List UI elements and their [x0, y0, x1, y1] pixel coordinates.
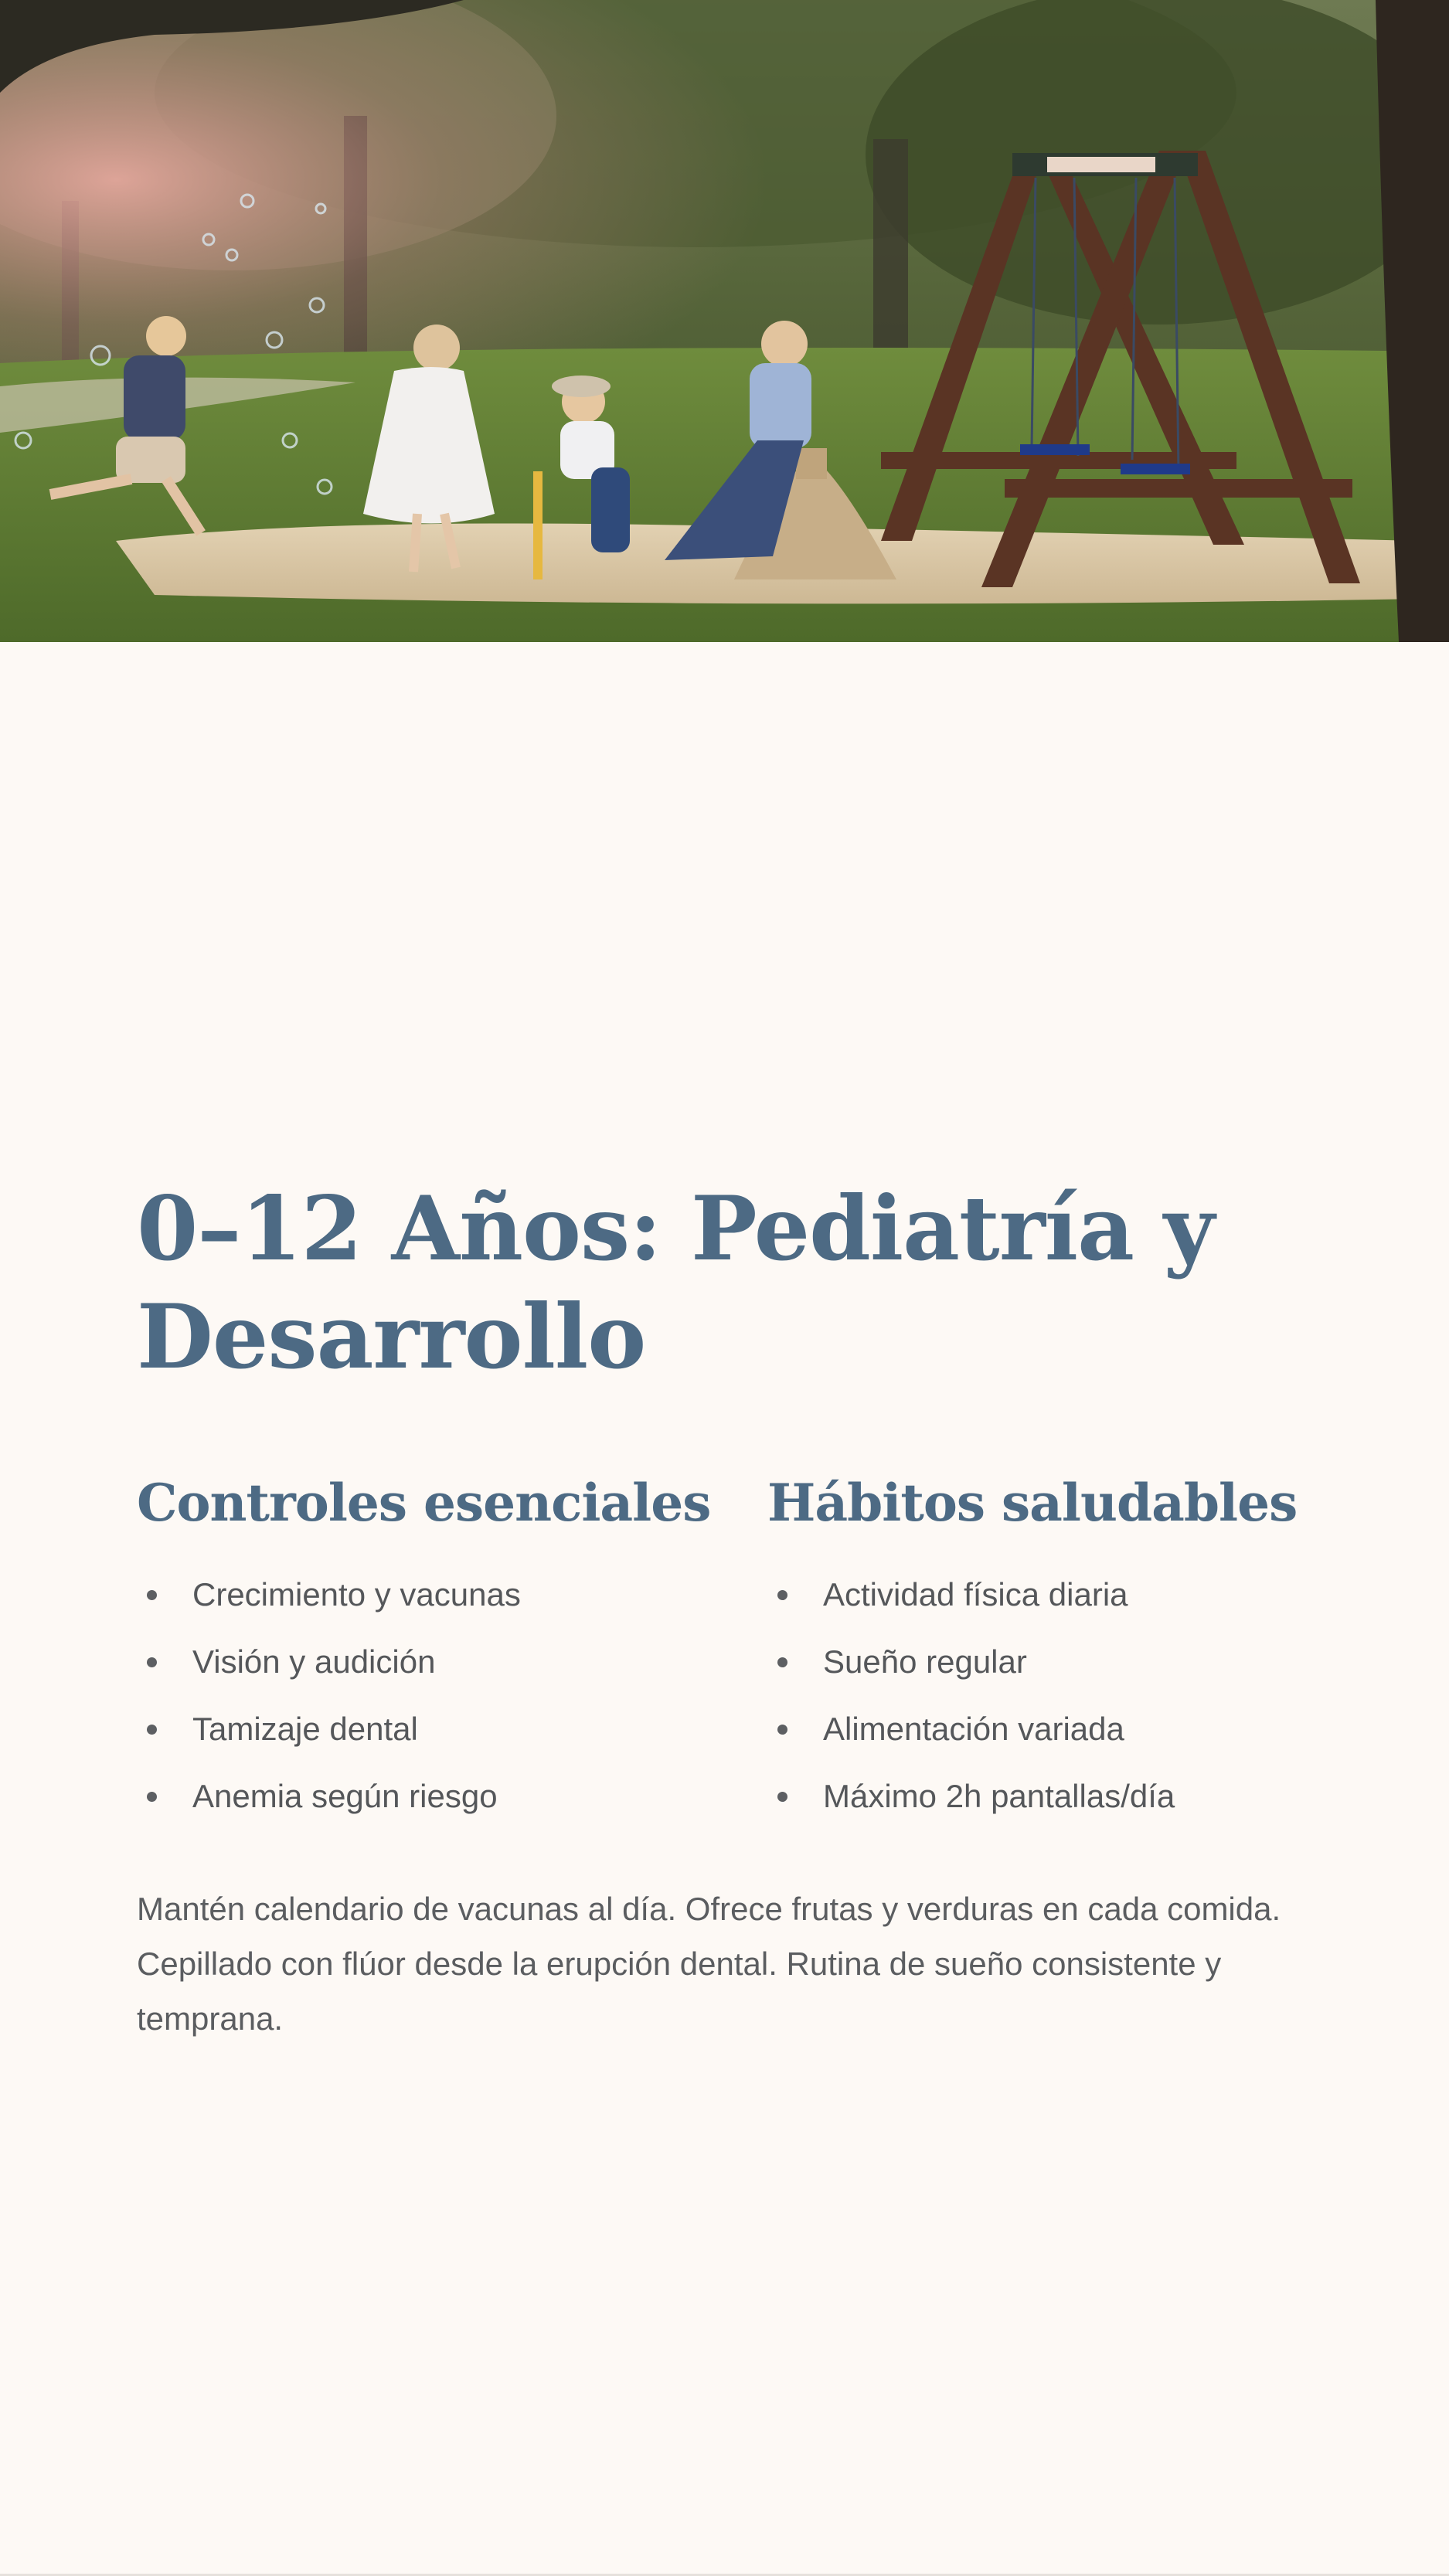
list-item-text: Crecimiento y vacunas [192, 1576, 521, 1613]
bullet-list [767, 1561, 1355, 1830]
bullet-icon [777, 1657, 787, 1667]
list-item-text: Actividad física diaria [823, 1576, 1128, 1613]
list-item-text: Tamizaje dental [192, 1711, 418, 1747]
list-item-text: Visión y audición [192, 1643, 436, 1680]
two-column-lists [137, 1468, 1311, 1839]
list-item-text: Máximo 2h pantallas/día [823, 1778, 1175, 1814]
page-title: 0–12 Años: Pediatría y Desarrollo [137, 1177, 1214, 1388]
bullet-icon [777, 1590, 787, 1600]
list-item [137, 1628, 724, 1695]
playground-photo [0, 0, 1449, 642]
list-item [137, 1561, 724, 1628]
hero-image [0, 0, 1449, 642]
bullet-icon [147, 1725, 157, 1735]
list-item-text: Sueño regular [823, 1643, 1027, 1680]
list-item [767, 1561, 1355, 1628]
column-heading: Controles esenciales [137, 1473, 711, 1533]
bullet-icon [147, 1657, 157, 1667]
content-section [137, 1174, 1311, 2037]
column-habitos [767, 1468, 1355, 1830]
column-heading: Hábitos saludables [767, 1473, 1298, 1533]
bullet-icon [777, 1725, 787, 1735]
list-item-text: Alimentación variada [823, 1711, 1124, 1747]
list-item [137, 1762, 724, 1830]
bullet-list [137, 1561, 724, 1830]
list-item-text: Anemia según riesgo [192, 1778, 498, 1814]
list-item [137, 1695, 724, 1762]
list-item [767, 1762, 1355, 1830]
bullet-icon [777, 1792, 787, 1802]
bullet-icon [147, 1792, 157, 1802]
bullet-icon [147, 1590, 157, 1600]
column-controles [137, 1468, 724, 1830]
list-item [767, 1695, 1355, 1762]
list-item [767, 1628, 1355, 1695]
summary-paragraph: Mantén calendario de vacunas al día. Ofrece frutas y verduras en cada comida. Cepillado con flúor desde la erupción dental. Rutina de sueño consistente y temprana. [137, 1891, 1281, 2037]
